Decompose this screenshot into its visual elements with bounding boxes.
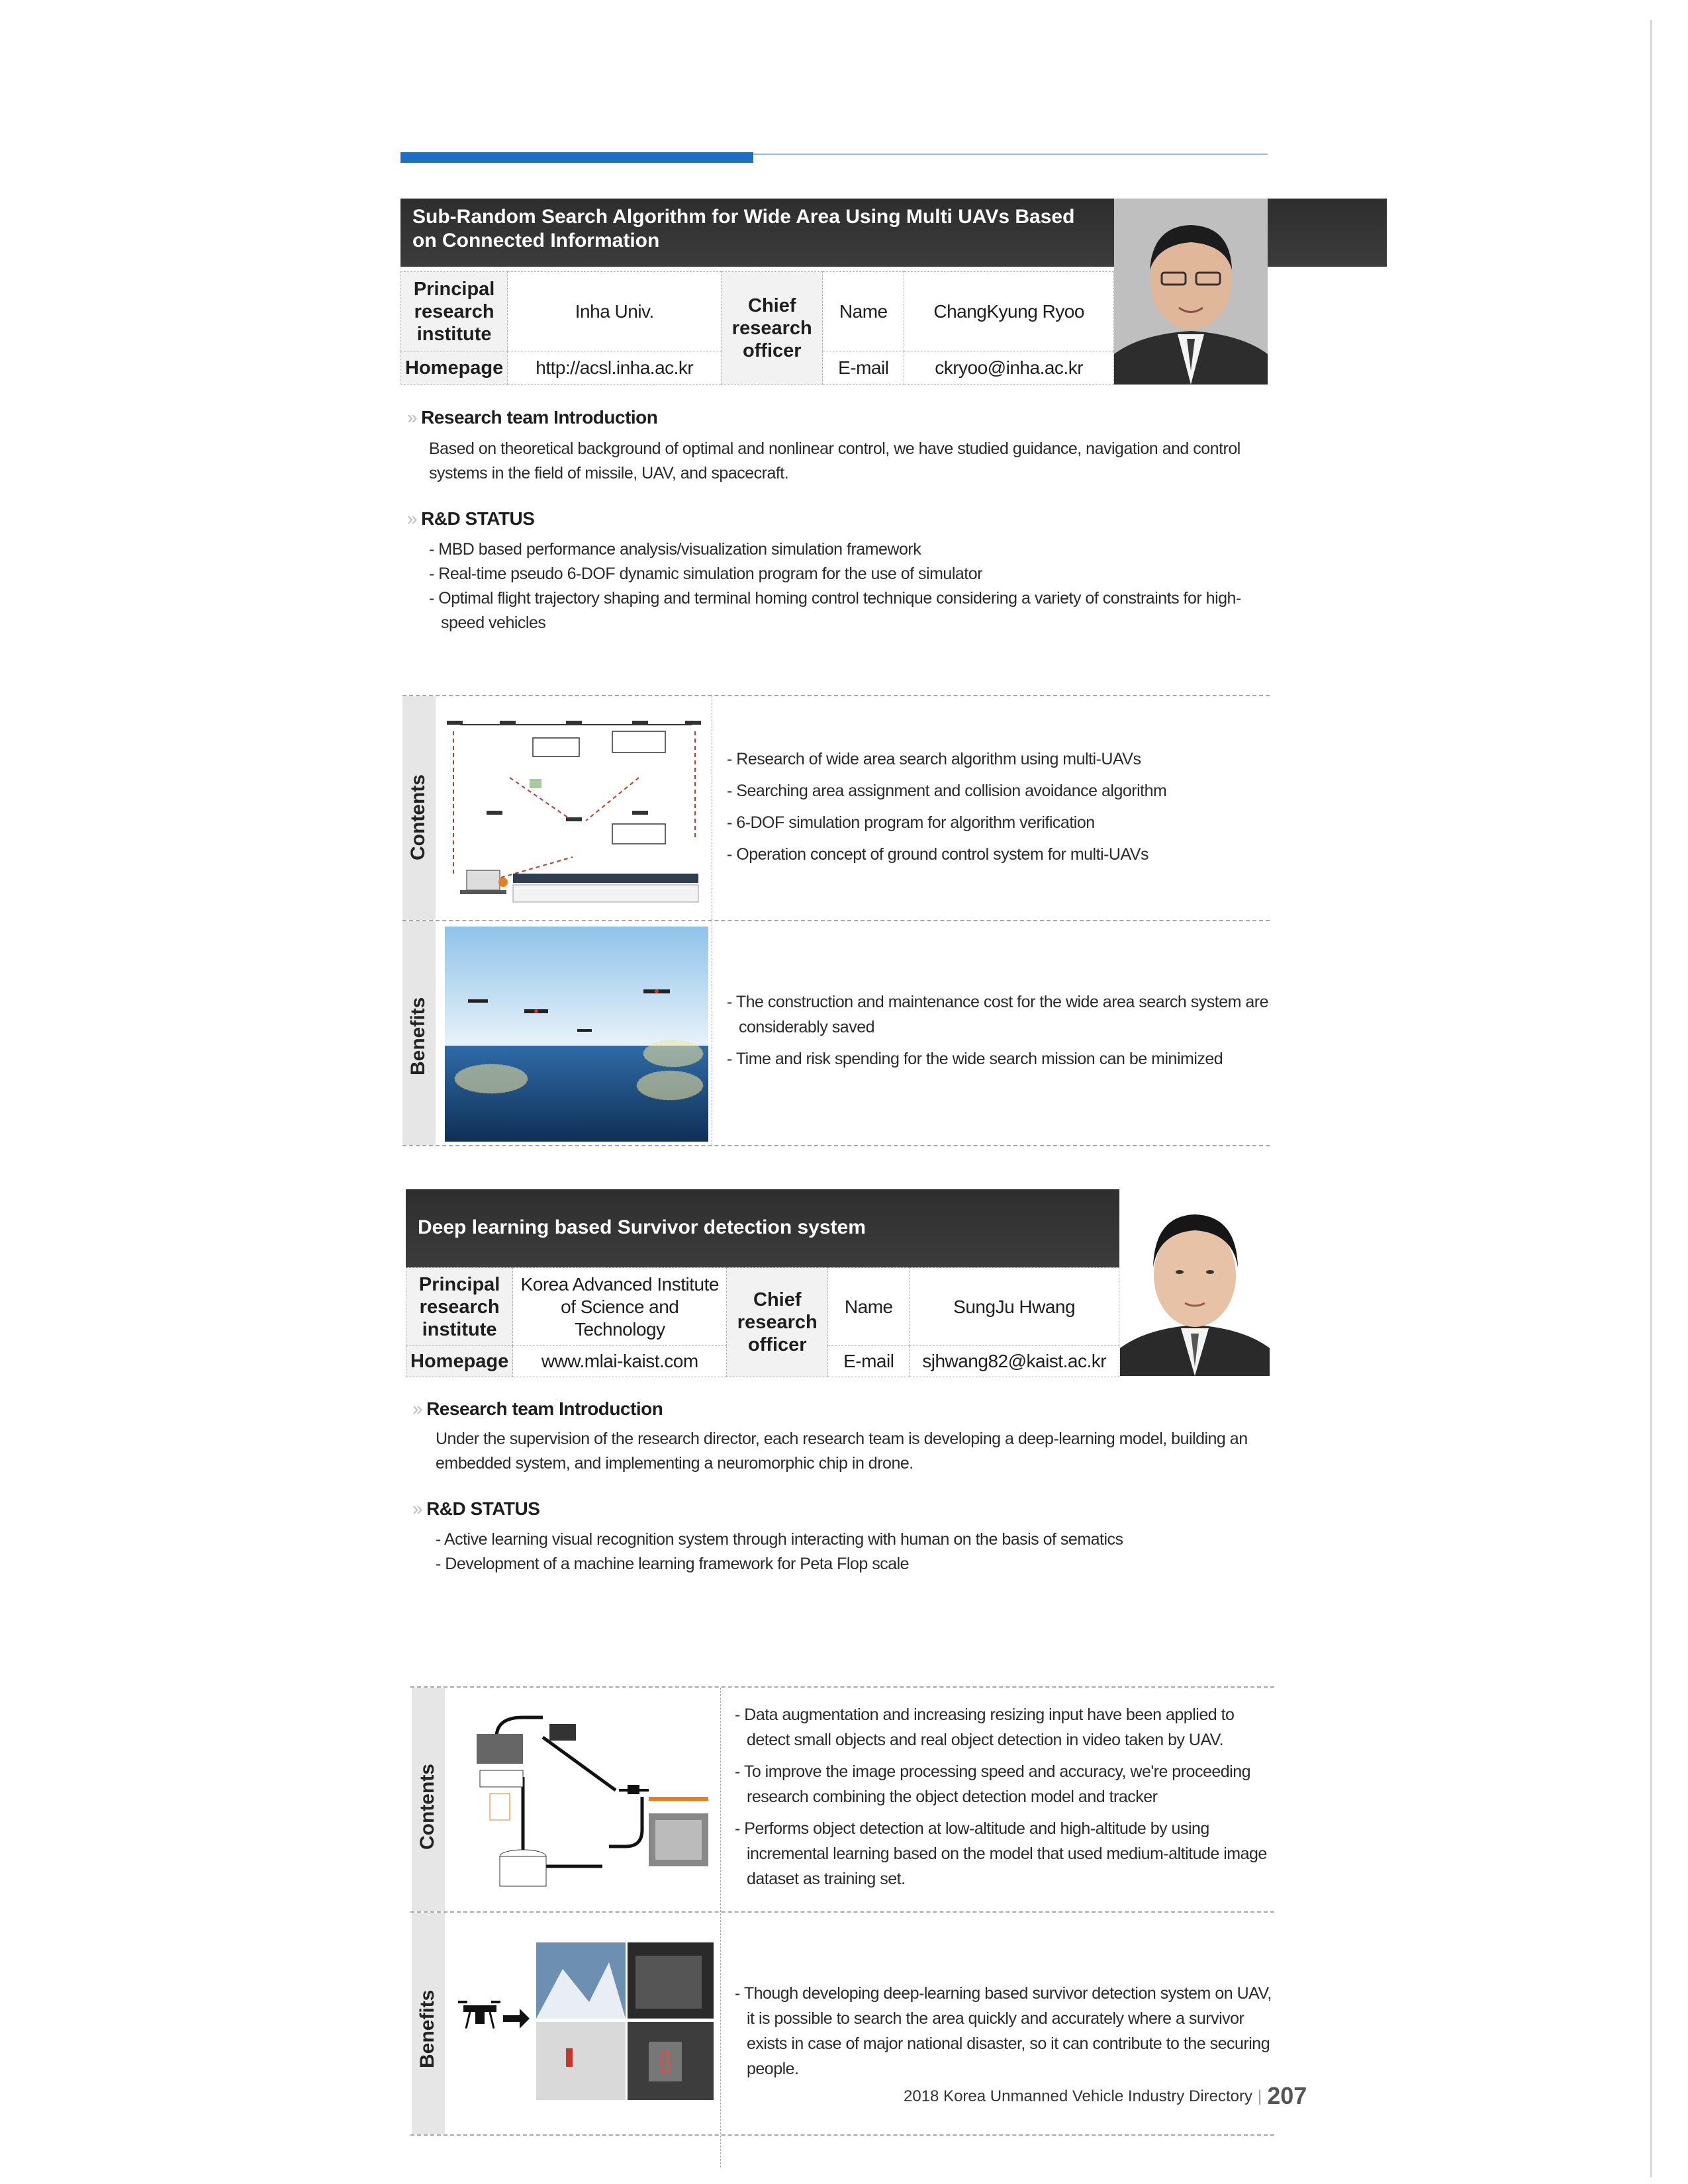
survivor-detection-image bbox=[450, 1942, 715, 2101]
status-heading bbox=[412, 1498, 539, 1520]
footer-separator: | bbox=[1257, 2087, 1262, 2105]
chief-label: Chief research officer bbox=[727, 1268, 828, 1377]
benefits-item: - The construction and maintenance cost for the wide area search system are considerably saved bbox=[727, 993, 1269, 1036]
directory-title: 2018 Korea Unmanned Vehicle Industry Directory bbox=[904, 2087, 1252, 2105]
benefits-list bbox=[735, 1981, 1274, 2088]
officer-name: ChangKyung Ryoo bbox=[904, 272, 1114, 351]
officer-photo bbox=[1120, 1189, 1270, 1376]
section-title bbox=[406, 1189, 1119, 1267]
contents-label: Contents bbox=[416, 1764, 438, 1850]
page-footer bbox=[904, 2082, 1307, 2110]
grid-line bbox=[402, 695, 1270, 696]
status-item: - Real-time pseudo 6-DOF dynamic simulation program for the use of simulator bbox=[429, 565, 982, 583]
status-item: - Active learning visual recognition system through interacting with human on the basis of sematics bbox=[436, 1530, 1123, 1549]
contents-item: - Performs object detection at low-altitude and high-altitude by using incremental learning based on the model that used medium-altitude image dataset as training set. bbox=[735, 1819, 1267, 1888]
officer-email[interactable]: sjhwang82@kaist.ac.kr bbox=[910, 1346, 1119, 1377]
contents-item: - Data augmentation and increasing resizing input have been applied to detect small objects and real object detection in video taken by UAV. bbox=[735, 1706, 1235, 1749]
chief-label: Chief research officer bbox=[722, 272, 823, 385]
intro-text: Based on theoretical background of optimal and nonlinear control, we have studied guidance, navigation and control systems in the field of missile, UAV, and spacecraft. bbox=[429, 439, 1241, 482]
page-number: 207 bbox=[1267, 2082, 1307, 2109]
intro-heading bbox=[412, 1398, 663, 1420]
email-label: E-mail bbox=[823, 351, 904, 385]
contents-item: - To improve the image processing speed and accuracy, we're proceeding research combining the object detection model and tracker bbox=[735, 1762, 1251, 1806]
principal-label: Principal research institute bbox=[401, 272, 508, 351]
page-edge-shadow bbox=[1650, 20, 1652, 2177]
principal-label: Principal research institute bbox=[406, 1268, 513, 1346]
status-item: - Development of a machine learning framework for Peta Flop scale bbox=[436, 1555, 910, 1573]
contents-item: - Operation concept of ground control system for multi-UAVs bbox=[727, 845, 1149, 864]
grid-line bbox=[410, 1911, 1274, 1913]
institute-value: Inha Univ. bbox=[508, 272, 722, 351]
contents-list bbox=[735, 1702, 1274, 1898]
benefits-item: - Time and risk spending for the wide search mission can be minimized bbox=[727, 1050, 1223, 1068]
contents-list bbox=[727, 747, 1270, 874]
contents-item: - Research of wide area search algorithm using multi-UAVs bbox=[727, 750, 1141, 768]
info-table bbox=[406, 1267, 1119, 1377]
homepage-link[interactable]: www.mlai-kaist.com bbox=[513, 1346, 727, 1377]
officer-email[interactable]: ckryoo@inha.ac.kr bbox=[904, 351, 1114, 385]
contents-label: Contents bbox=[407, 774, 429, 860]
officer-photo bbox=[1114, 199, 1268, 385]
grid-line bbox=[402, 1145, 1270, 1146]
status-list bbox=[436, 1527, 1276, 1576]
status-item: - Optimal flight trajectory shaping and terminal homing control technique considering a variety of constraints for high-speed vehicles bbox=[429, 589, 1241, 632]
grid-line bbox=[410, 2134, 1274, 2136]
status-heading-text: R&D STATUS bbox=[421, 508, 535, 529]
learning-loop-diagram bbox=[450, 1698, 715, 1906]
contents-item: - Searching area assignment and collision avoidance algorithm bbox=[727, 782, 1167, 800]
status-list bbox=[429, 537, 1270, 635]
status-item: - MBD based performance analysis/visualization simulation framework bbox=[429, 540, 921, 559]
accent-bar bbox=[400, 152, 753, 163]
homepage-link[interactable]: http://acsl.inha.ac.kr bbox=[508, 351, 722, 385]
status-heading bbox=[407, 508, 534, 529]
status-heading-text: R&D STATUS bbox=[426, 1498, 540, 1519]
grid-line bbox=[402, 920, 1270, 921]
benefits-item: - Though developing deep-learning based survivor detection system on UAV, it is possible to search the area quickly and accurately where a survivor exists in case of major national disaster, so it can contribute to the securing people. bbox=[735, 1984, 1272, 2078]
email-label: E-mail bbox=[828, 1346, 910, 1377]
benefits-label: Benefits bbox=[416, 1989, 438, 2068]
institute-value: Korea Advanced Institute of Science and Technology bbox=[513, 1268, 727, 1346]
chevron-icon: » bbox=[412, 1498, 423, 1519]
homepage-label: Homepage bbox=[406, 1346, 513, 1377]
chevron-icon: » bbox=[412, 1398, 423, 1419]
grid-line bbox=[720, 1688, 721, 2167]
section-title-text: Sub-Random Search Algorithm for Wide Area Using Multi UAVs Based on Connected Information bbox=[412, 206, 1075, 251]
intro-heading-text: Research team Introduction bbox=[421, 407, 658, 428]
chevron-icon: » bbox=[407, 407, 418, 428]
section-title-text: Deep learning based Survivor detection system bbox=[418, 1216, 866, 1238]
info-table bbox=[400, 271, 1114, 385]
sea-search-image bbox=[445, 927, 708, 1142]
grid-line bbox=[410, 1686, 1274, 1688]
contents-item: - 6-DOF simulation program for algorithm verification bbox=[727, 813, 1095, 832]
homepage-label: Homepage bbox=[401, 351, 508, 385]
intro-text: Under the supervision of the research director, each research team is developing a deep-learning model, building an embedded system, and implementing a neuromorphic chip in drone. bbox=[436, 1430, 1248, 1473]
benefits-label: Benefits bbox=[407, 997, 429, 1075]
intro-heading-text: Research team Introduction bbox=[426, 1398, 663, 1419]
name-label: Name bbox=[828, 1268, 910, 1346]
uav-concept-diagram bbox=[440, 705, 708, 913]
officer-name: SungJu Hwang bbox=[910, 1268, 1119, 1346]
name-label: Name bbox=[823, 272, 904, 351]
intro-heading bbox=[407, 407, 657, 428]
chevron-icon: » bbox=[407, 508, 418, 529]
benefits-list bbox=[727, 989, 1270, 1078]
